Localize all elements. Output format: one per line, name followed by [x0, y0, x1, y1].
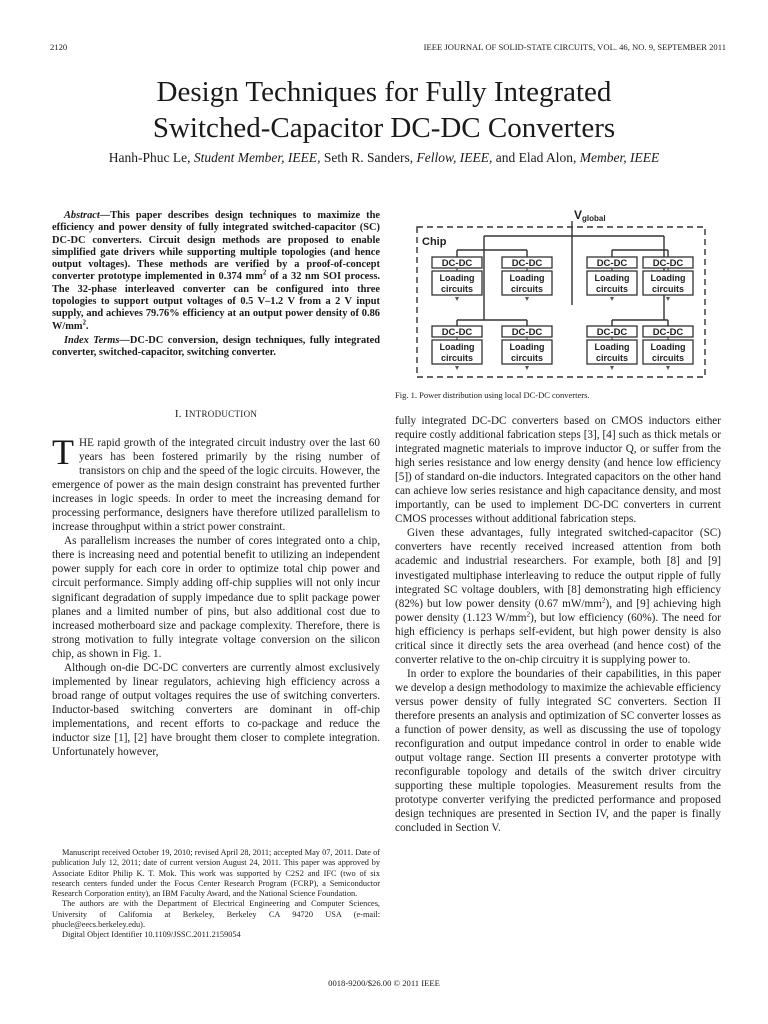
right-column	[395, 414, 721, 835]
chip-label: Chip	[422, 236, 447, 248]
footnote-manuscript: Manuscript received October 19, 2010; revised April 28, 2011; accepted May 07, 2011. Date of publication July 12, 2011; date of current version August 24, 2011. This paper was approved by Associate Editor Philip K. T. Mok. This work was supported by C2S2 and IFC (two of six research centers funded under the Focus Center Research Program (FCRP), a Semiconductor Research Corporation entity), an IBM Faculty Award, and the National Science Foundation.	[52, 848, 380, 899]
abstract-sup-a: 2	[262, 270, 267, 278]
author-3-name: Elad Alon,	[518, 150, 577, 165]
dcdc-label-r2c4: DC-DC	[652, 327, 684, 338]
abstract-sup-b: 2	[82, 319, 86, 327]
col2-paragraph-2-a: Given these advantages, fully integrated switched-capacitor (SC) converters have recently received increased attention from both academic and industrial researchers. For example, both [8] and [9] investigated multiphase interleaving to reduce the output ripple of fully integrated SC voltage doublers, with [8] demonstrating high efficiency (82%) but low power density (0.67 mW/mm	[395, 527, 721, 610]
index-terms-text: DC-DC conversion, design techniques, fully integrated converter, switched-capacitor, switching converter.	[52, 334, 380, 359]
dcdc-label-r2c2: DC-DC	[511, 327, 543, 338]
drop-cap: T	[52, 432, 74, 472]
loading-label-1-r1c4: Loading	[650, 273, 686, 283]
loading-label-2-r1c2: circuits	[510, 284, 544, 294]
ground-arrow-r2c4	[666, 366, 670, 370]
loading-label-1-r1c1: Loading	[439, 273, 475, 283]
running-header	[50, 42, 726, 54]
page-footer: 0018-9200/$26.00 © 2011 IEEE	[328, 978, 440, 988]
ground-arrow-r1c3	[610, 297, 614, 301]
loading-label-1-r2c3: Loading	[594, 342, 630, 352]
loading-label-1-r2c2: Loading	[509, 342, 545, 352]
author-2-name: Seth R. Sanders,	[323, 150, 414, 165]
ground-arrow-r1c2	[525, 297, 529, 301]
intro-paragraph-2: As parallelism increases the number of cores integrated onto a chip, there is increasing need and potential benefit to utilizing an independent power supply for each core in order to optimize total chip power and circuit performance. Simply adding off-chip supplies will not only incur significant degradation of supply impedance due to split package power planes and a limited number of pins, but also additional cost due to increased motherboard size and package complexity. Therefore, there is strong motivation to fully integrate voltage conversion on the silicon chip, as shown in Fig. 1.	[52, 535, 380, 660]
author-3-role: Member, IEEE	[579, 150, 660, 165]
intro-paragraph-1-text: HE rapid growth of the integrated circuit industry over the last 60 years has been fostered primarily by the rising number of transistors on chip and the speed of the logic circuits. However, the emergence of power as the main design constraint has prevented further increases in logic speeds. In order to meet the increasing demand for processing performance, designers have therefore utilized parallelism to increase throughput within a strict power constraint.	[52, 437, 380, 534]
index-terms	[52, 335, 380, 360]
dcdc-label-r1c3: DC-DC	[596, 258, 628, 269]
intro-paragraph-1	[52, 432, 380, 534]
ground-arrow-r1c4	[666, 297, 670, 301]
author-and: and	[495, 150, 516, 165]
section-title-rest: NTRODUCTION	[188, 409, 258, 419]
ground-arrow-r2c1	[455, 366, 459, 370]
author-2-role: Fellow, IEEE,	[416, 150, 493, 165]
dcdc-label-r1c4: DC-DC	[652, 258, 684, 269]
col2-sup-2: 2	[526, 609, 531, 618]
loading-label-1-r1c3: Loading	[594, 273, 630, 283]
section-heading-introduction	[52, 408, 380, 420]
abstract-text-a: This paper describes design techniques to maximize the efficiency and power density of fully integrated switched-capacitor (SC) DC-DC converters. Circuit design methods are proposed to enable simplified gate drivers while supporting multiple topologies (and hence output voltages). These methods are verified by a proof-of-concept converter prototype implemented in 0.374 mm	[52, 210, 380, 283]
col2-paragraph-1: fully integrated DC-DC converters based on CMOS inductors either require costly additional fabrication steps [3], [4] such as thick metals or integrated magnetic materials to improve inductor Q, or suffer from the high series resistance and low energy density (and hence low efficiency [5]) of standard on-die inductors. Integrated capacitors on the other hand can achieve low series resistance and high capacitance density, and most importantly, can be used to implement DC-DC converters in current CMOS processes without additional fabrication steps.	[395, 415, 721, 526]
abstract-text-b: of a 32 nm SOI process. The 32-phase interleaved converter can be configured into three topologies to support output voltages of 0.5 V–1.2 V from a 2 V input supply, and achieves 79.76% efficiency at an output power density of 0.86 W/mm	[52, 271, 380, 332]
abstract-body	[52, 210, 380, 333]
abstract-text-c: .	[85, 320, 89, 332]
figure-1	[412, 207, 712, 385]
title-line-2: Switched-Capacitor DC-DC Converters	[152, 112, 616, 144]
footnote-affiliation: The authors are with the Department of Electrical Engineering and Computer Sciences, University of California at Berkeley, Berkeley CA 94720 USA (e-mail: phucle@eecs.berkeley.edu).	[52, 899, 380, 930]
loading-label-1-r1c2: Loading	[509, 273, 545, 283]
index-terms-label: Index Terms—	[64, 334, 130, 346]
journal-name: IEEE JOURNAL OF SOLID-STATE CIRCUITS, VOL. 46, NO. 9, SEPTEMBER 2011	[423, 42, 726, 52]
author-list	[0, 150, 768, 166]
ground-arrow-r2c2	[525, 366, 529, 370]
dcdc-label-r1c2: DC-DC	[511, 258, 543, 269]
vglobal-sub: global	[582, 214, 606, 223]
col2-paragraph-2	[395, 526, 721, 666]
loading-label-2-r1c3: circuits	[595, 284, 629, 294]
loading-label-2-r2c4: circuits	[651, 353, 685, 363]
col2-paragraph-2-c: ), but low efficiency (60%). The need for high efficiency is perhaps self-evident, but high power density is also critical since it directly sets the area overhead (and hence cost) of the converter relative to the on-chip circuitry it is supplying power to.	[395, 611, 721, 666]
loading-label-2-r1c1: circuits	[440, 284, 474, 294]
footnote-doi: Digital Object Identifier 10.1109/JSSC.2011.2159054	[62, 930, 241, 940]
dcdc-label-r2c1: DC-DC	[441, 327, 473, 338]
footnote	[52, 848, 380, 941]
section-numeral: I.	[174, 408, 182, 420]
ground-arrow-r2c3	[610, 366, 614, 370]
abstract	[52, 210, 380, 362]
col2-paragraph-3: In order to explore the boundaries of their capabilities, in this paper we develop a design methodology to maximize the achievable efficiency versus power density of fully integrated SC converters. Section II therefore presents an analysis and optimization of SC converter losses as a function of power density, as well as discussing the use of topology reconfiguration and output impedance control in order to enable wide output voltage range. Section III presents a converter prototype with reconfigurable topology and details of the switch driver circuitry supporting these multiple topologies. Measurement results from the prototype converter verifying the predicted performance and proposed design techniques are presented in Section IV, and the paper is finally concluded in Section V.	[395, 667, 721, 835]
figure-1-caption: Fig. 1. Power distribution using local DC-DC converters.	[395, 390, 590, 400]
dcdc-label-r2c3: DC-DC	[596, 327, 628, 338]
paper-title	[0, 74, 768, 146]
col2-sup-1: 2	[601, 595, 606, 604]
abstract-label: Abstract—	[64, 210, 111, 221]
loading-label-2-r2c1: circuits	[440, 353, 474, 363]
loading-label-1-r2c1: Loading	[439, 342, 475, 352]
intro-paragraph-3: Although on-die DC-DC converters are currently almost exclusively implemented by linear regulators, achieving high efficiency across a broad range of output voltages requires the use of switching converters. Inductor-based switching converters are dominant in off-chip implementations, and recent efforts to co-package and reduce the inductor size [1], [2] have brought them closer to complete integration. Unfortunately however,	[52, 661, 380, 759]
vglobal-main: V	[574, 208, 583, 222]
loading-label-2-r2c2: circuits	[510, 353, 544, 363]
vglobal-label	[574, 208, 606, 223]
loading-label-2-r2c3: circuits	[595, 353, 629, 363]
ground-arrow-r1c1	[455, 297, 459, 301]
title-line-1: Design Techniques for Fully Integrated	[156, 76, 612, 108]
power-distribution-diagram	[412, 207, 712, 385]
dcdc-label-r1c1: DC-DC	[441, 258, 473, 269]
author-1-name: Hanh-Phuc Le,	[108, 150, 191, 165]
author-1-role: Student Member, IEEE,	[193, 150, 321, 165]
left-column	[52, 432, 380, 759]
loading-label-1-r2c4: Loading	[650, 342, 686, 352]
section-title-first: I	[184, 408, 189, 420]
col2-paragraph-2-b: ), and [9] achieving high power density (1.123 W/mm	[395, 597, 721, 624]
loading-label-2-r1c4: circuits	[651, 284, 685, 294]
page-number: 2120	[50, 42, 68, 52]
